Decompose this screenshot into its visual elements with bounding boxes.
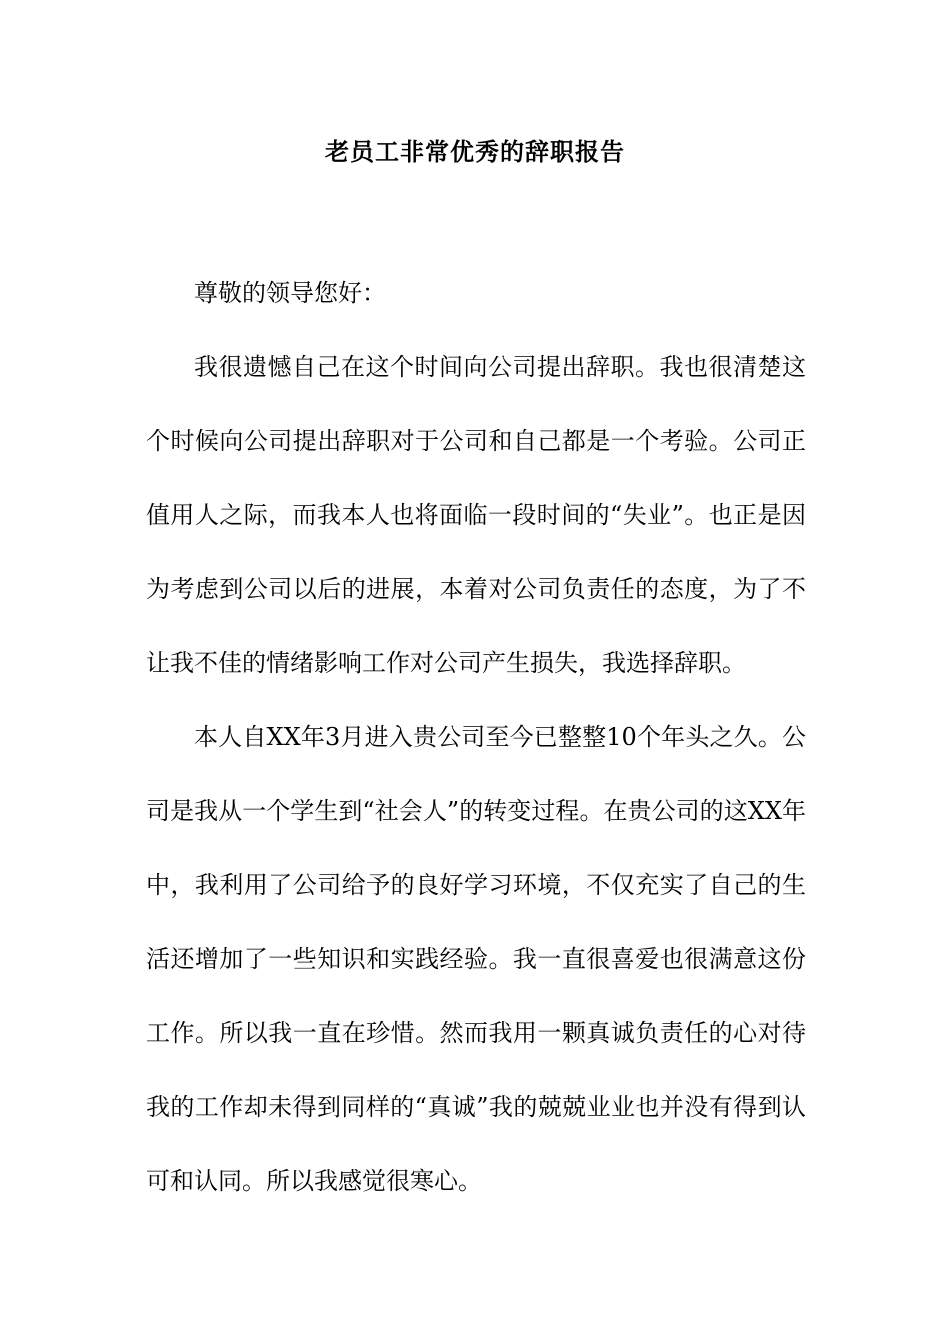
document-body [146,256,806,1218]
body-paragraph-2: 本人自XX年3月进入贵公司至今已整整10个年头之久。公司是我从一个学生到“社会人”的转变过程。在贵公司的这XX年中，我利用了公司给予的良好学习环境，不仅充实了自己的生活还增加了一些知识和实践经验。我一直很喜爱也很满意这份工作。所以我一直在珍惜。然而我用一颗真诚负责任的心对待我的工作却未得到同样的“真诚”我的兢兢业业也并没有得到认可和认同。所以我感觉很寒心。 [146,723,806,1195]
greeting-paragraph: 尊敬的领导您好： [194,279,386,307]
body-paragraph-1: 我很遗憾自己在这个时间向公司提出辞职。我也很清楚这个时候向公司提出辞职对于公司和自己都是一个考验。公司正值用人之际，而我本人也将面临一段时间的“失业”。也正是因为考虑到公司以后的进展，本着对公司负责任的态度，为了不让我不佳的情绪影响工作对公司产生损失，我选择辞职。 [146,353,806,677]
document-title: 老员工非常优秀的辞职报告 [325,138,625,166]
